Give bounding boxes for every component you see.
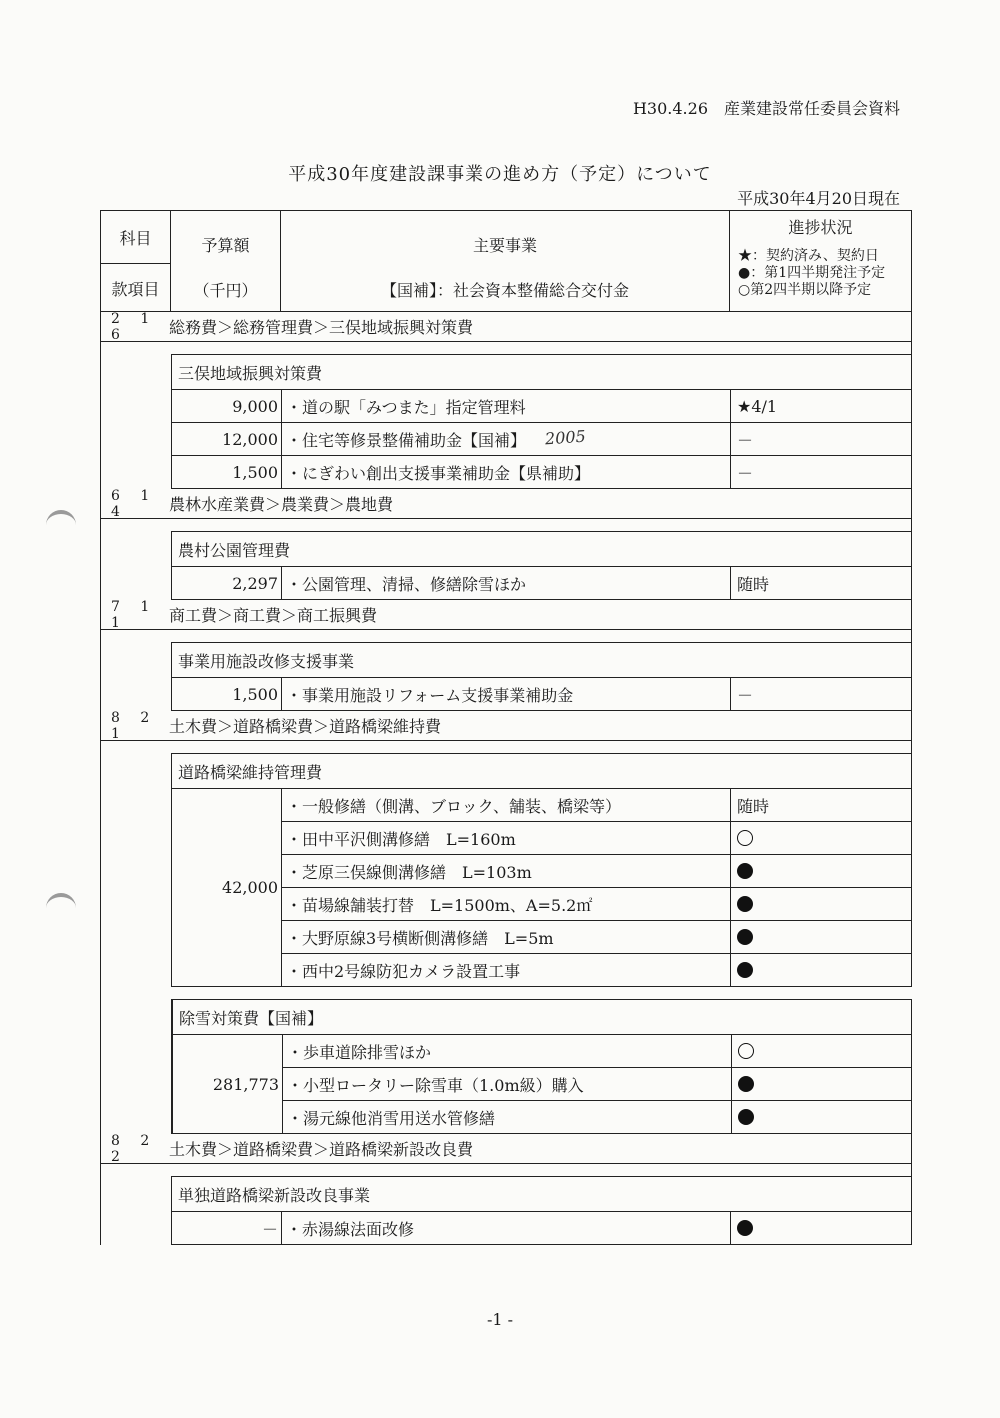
progress-status	[732, 1068, 911, 1101]
project-item: ・住宅等修景整備補助金【国補】	[282, 423, 731, 456]
sections-container	[100, 312, 912, 1245]
project-group	[171, 678, 911, 711]
legend-star: ★：契約済み、契約日	[738, 248, 879, 264]
header-kankoumoku: 款項目	[111, 279, 160, 299]
section-title: 土木費＞道路橋梁費＞道路橋梁維持費	[169, 717, 442, 736]
legend-fill: ●：第1四半期発注予定	[738, 265, 886, 281]
progress-status	[731, 855, 911, 888]
progress-status	[731, 921, 911, 954]
project-group	[171, 567, 911, 600]
project-item: ・歩車道除排雪ほか	[283, 1035, 732, 1068]
section-title-row	[100, 312, 912, 342]
budget-amount: 2,297	[172, 567, 282, 600]
sub-project	[171, 630, 912, 711]
sub-project	[171, 741, 912, 987]
page-number: -1 -	[486, 1310, 514, 1329]
project-group	[171, 423, 911, 456]
progress-status	[732, 1035, 911, 1068]
section-title-row	[100, 1134, 912, 1164]
section-code: 8 2 2	[111, 1132, 158, 1165]
open-circle-icon	[737, 830, 753, 846]
progress-status	[731, 954, 911, 987]
progress-status	[732, 1101, 911, 1134]
budget-amount: 1,500	[172, 678, 282, 711]
filled-circle-icon	[737, 962, 753, 978]
sub-project	[171, 342, 912, 489]
project-group	[171, 789, 911, 987]
sub-project-title: 三俣地域振興対策費	[171, 354, 911, 390]
project-item: ・道の駅「みつまた」指定管理料	[282, 390, 731, 423]
section-title: 商工費＞商工費＞商工振興費	[169, 606, 378, 625]
budget-amount: 1,500	[172, 456, 282, 489]
progress-text: 随時	[737, 796, 770, 816]
section-code: 2 1 6	[111, 310, 158, 343]
project-group	[171, 390, 911, 423]
budget-amount: －	[172, 1212, 282, 1245]
budget-section	[100, 489, 912, 600]
sub-project	[171, 1164, 912, 1245]
section-title-row	[100, 711, 912, 741]
section-title: 土木費＞道路橋梁費＞道路橋梁新設改良費	[169, 1140, 474, 1159]
header-main-cell	[281, 211, 730, 311]
project-item: ・苗場線舗装打替 L=1500m、A=5.2㎡	[282, 888, 731, 921]
table-header	[100, 210, 912, 312]
progress-status	[731, 456, 911, 489]
header-main: 主要事業	[472, 236, 537, 255]
sub-project	[171, 999, 912, 1134]
progress-status	[731, 423, 911, 456]
section-code: 6 1 4	[111, 487, 158, 520]
header-kamoku-cell	[101, 211, 171, 311]
project-table	[100, 210, 912, 1245]
project-group	[172, 1035, 911, 1134]
header-kamoku: 科目	[101, 211, 170, 264]
sub-project	[171, 519, 912, 600]
progress-status	[731, 390, 911, 423]
project-group	[171, 1212, 911, 1245]
progress-status	[731, 822, 911, 855]
budget-section	[100, 711, 912, 1134]
project-item: ・小型ロータリー除雪車（1.0m級）購入	[283, 1068, 732, 1101]
budget-section	[100, 1134, 912, 1245]
budget-section	[100, 600, 912, 711]
filled-circle-icon	[738, 1076, 754, 1092]
section-code: 7 1 1	[111, 598, 158, 631]
progress-status	[731, 678, 911, 711]
filled-circle-icon	[738, 1109, 754, 1125]
filled-circle-icon	[737, 929, 753, 945]
progress-text: －	[737, 430, 754, 450]
progress-status	[731, 567, 911, 600]
project-item: ・芝原三俣線側溝修繕 L=103m	[282, 855, 731, 888]
project-item: ・西中2号線防犯カメラ設置工事	[282, 954, 731, 987]
header-budget-unit: （千円）	[193, 281, 258, 300]
section-title-row	[100, 600, 912, 630]
sub-project-title: 農村公園管理費	[171, 531, 911, 567]
progress-text: 随時	[737, 574, 770, 594]
project-item: ・田中平沢側溝修繕 L=160m	[282, 822, 731, 855]
header-progress: 進捗状況	[788, 218, 853, 237]
handwritten-note: 2005	[544, 426, 587, 449]
project-item: ・赤湯線法面改修	[282, 1212, 731, 1245]
progress-status	[731, 888, 911, 921]
punch-hole-bottom	[46, 893, 76, 919]
progress-status	[731, 789, 911, 822]
punch-hole-top	[46, 510, 76, 536]
sub-project-title: 事業用施設改修支援事業	[171, 642, 911, 678]
section-body	[100, 741, 912, 1134]
progress-text: －	[737, 463, 754, 483]
project-item: ・公園管理、清掃、修繕除雪ほか	[282, 567, 731, 600]
project-item: ・大野原線3号横断側溝修繕 L=5m	[282, 921, 731, 954]
section-body	[100, 630, 912, 711]
project-item: ・一般修繕（側溝、ブロック、舗装、橋梁等）	[282, 789, 731, 822]
budget-section	[100, 312, 912, 489]
filled-circle-icon	[737, 1220, 753, 1236]
header-budget-cell	[171, 211, 281, 311]
section-title: 農林水産業費＞農業費＞農地費	[169, 495, 394, 514]
section-code: 8 2 1	[111, 709, 158, 742]
filled-circle-icon	[737, 896, 753, 912]
project-item: ・にぎわい創出支援事業補助金【県補助】	[282, 456, 731, 489]
open-circle-icon	[738, 1043, 754, 1059]
budget-amount: 281,773	[173, 1035, 283, 1134]
header-progress-cell	[730, 211, 911, 311]
progress-status	[731, 1212, 911, 1245]
filled-circle-icon	[737, 863, 753, 879]
legend-open: ○第2四半期以降予定	[738, 282, 872, 298]
sub-project-title: 単独道路橋梁新設改良事業	[171, 1176, 911, 1212]
header-budget: 予算額	[201, 236, 250, 255]
section-title-row	[100, 489, 912, 519]
project-group	[171, 456, 911, 489]
sub-project-title: 道路橋梁維持管理費	[171, 753, 911, 789]
as-of-date: 平成30年4月20日現在	[737, 189, 900, 208]
project-item: ・事業用施設リフォーム支援事業補助金	[282, 678, 731, 711]
section-body	[100, 1164, 912, 1245]
sub-project-title: 除雪対策費【国補】	[172, 999, 911, 1035]
page-title: 平成30年度建設課事業の進め方（予定）について	[288, 164, 712, 185]
budget-amount: 42,000	[172, 789, 282, 987]
progress-text: ★4/1	[737, 396, 778, 416]
project-item: ・湯元線他消雪用送水管修繕	[283, 1101, 732, 1134]
section-body	[100, 342, 912, 489]
header-main-note: 【国補】：社会資本整備総合交付金	[380, 281, 629, 300]
committee-meta: H30.4.26 産業建設常任委員会資料	[632, 99, 900, 118]
section-body	[100, 519, 912, 600]
section-title: 総務費＞総務管理費＞三俣地域振興対策費	[169, 318, 474, 337]
budget-amount: 9,000	[172, 390, 282, 423]
budget-amount: 12,000	[172, 423, 282, 456]
progress-text: －	[737, 685, 754, 705]
